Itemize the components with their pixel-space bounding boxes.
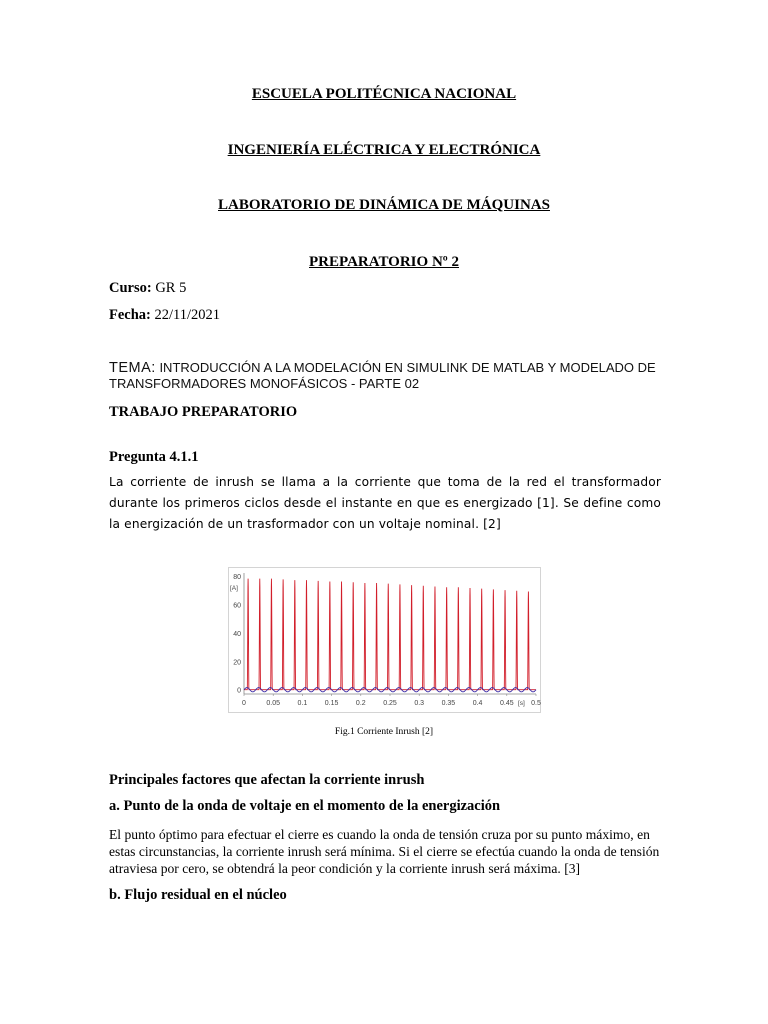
- tema-text: INTRODUCCIÓN A LA MODELACIÓN EN SIMULINK DE MATLAB Y MODELADO DE TRANSFORMADORES MONOFÁSICOS - PARTE 02: [109, 360, 656, 391]
- faculty-title: INGENIERÍA ELÉCTRICA Y ELECTRÓNICA: [227, 142, 541, 158]
- trabajo-heading: TRABAJO PREPARATORIO: [109, 404, 298, 420]
- inrush-chart: [228, 567, 541, 713]
- x-tick-label: 0.3: [414, 700, 425, 707]
- factor-b-heading: b. Flujo residual en el núcleo: [109, 887, 287, 903]
- factor-a-paragraph: El punto óptimo para efectuar el cierre es cuando la onda de tensión cruza por su punto máximo, en estas circunstancias, la corriente inrush será mínima. Si el cierre se efectúa cuando la onda de tensión atraviesa por cero, se obtendrá la peor condición y la corriente inrush será máxima. [3]: [109, 827, 660, 876]
- y-unit-label: [A]: [230, 585, 238, 593]
- x-tick-label: 0.1: [297, 700, 308, 707]
- fecha-label: Fecha:: [109, 307, 151, 323]
- tema-block: [109, 360, 669, 391]
- y-tick-label: 20: [233, 659, 241, 667]
- curso-value: GR 5: [155, 280, 187, 296]
- inrush-chart-svg: [228, 567, 541, 713]
- x-tick-label: 0: [242, 700, 246, 707]
- fecha-line: [109, 307, 220, 324]
- x-tick-label: 0.5: [531, 700, 541, 707]
- fecha-value: 22/11/2021: [154, 307, 221, 323]
- y-tick-label: 40: [233, 630, 241, 638]
- y-tick-label: 60: [233, 602, 241, 610]
- x-tick-label: 0.25: [383, 700, 397, 707]
- x-tick-label: 0.35: [441, 700, 456, 707]
- x-tick-label: 0.2: [355, 700, 366, 707]
- intro-paragraph: La corriente de inrush se llama a la corriente que toma de la red el transformador durante los primeros ciclos desde el instante en que es energizado [1]. Se define como la energización de un trasformador con un voltaje nominal. [2]: [109, 475, 661, 531]
- x-tick-label: 0.45: [499, 700, 514, 707]
- school-title: ESCUELA POLITÉCNICA NACIONAL: [251, 86, 517, 102]
- y-tick-label: 0: [237, 687, 241, 695]
- figure-caption: Fig.1 Corriente Inrush [2]: [334, 727, 434, 737]
- preparatorio-title: PREPARATORIO Nº 2: [309, 254, 459, 270]
- factores-heading: Principales factores que afectan la corriente inrush: [109, 772, 425, 788]
- curso-label: Curso:: [109, 280, 152, 296]
- x-unit-label: [s]: [517, 700, 525, 707]
- pregunta-heading: Pregunta 4.1.1: [109, 449, 199, 465]
- factor-a-heading: a. Punto de la onda de voltaje en el momento de la energización: [109, 798, 501, 814]
- x-tick-label: 0.05: [266, 700, 281, 707]
- lab-title: LABORATORIO DE DINÁMICA DE MÁQUINAS: [218, 197, 550, 213]
- x-tick-label: 0.4: [472, 700, 483, 707]
- tema-label: TEMA:: [109, 360, 156, 376]
- curso-line: [109, 280, 186, 297]
- y-tick-label: 80: [233, 573, 241, 581]
- x-tick-label: 0.15: [324, 700, 339, 707]
